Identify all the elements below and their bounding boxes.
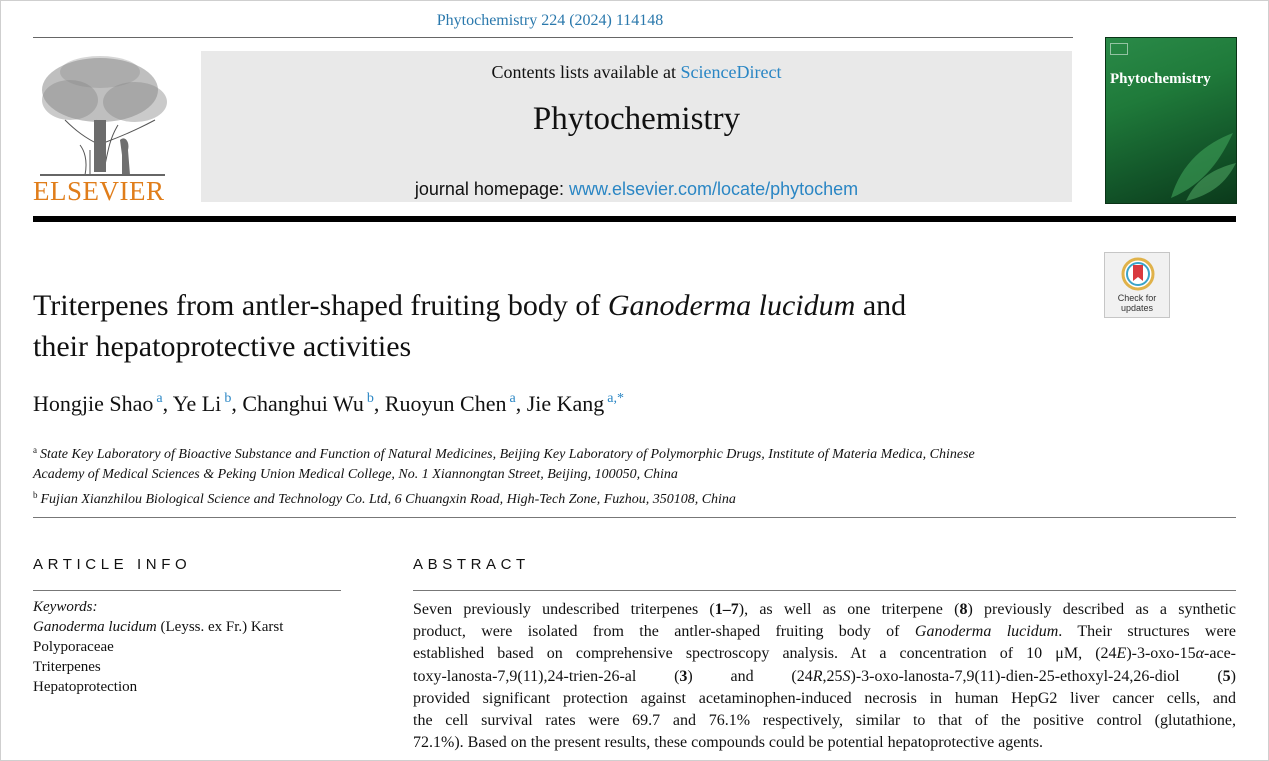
check-for-updates-label [1105, 293, 1169, 313]
header-rule [33, 37, 1073, 38]
abstract-body [413, 599, 1236, 754]
compound-ref[interactable]: 1–7 [714, 601, 739, 618]
article-info-rule [33, 590, 341, 591]
abstract-text: product, were isolated from the antler-shaped fruiting body of [413, 623, 915, 641]
abstract-text: toxy-lanosta-7,9(11),24-trien-26-al ( [413, 667, 680, 685]
affiliations [33, 440, 1093, 510]
abstract-line: the cell survival rates were 69.7 and 76.1% respectively, similar to that of the positive control (glutathione, [413, 712, 1236, 730]
title-line-2: their hepatoprotective activities [33, 330, 412, 363]
author[interactable] [527, 391, 624, 416]
cover-logo-mark [1110, 43, 1128, 55]
homepage-link[interactable]: www.elsevier.com/locate/phytochem [569, 179, 859, 199]
keyword-item: Triterpenes [33, 659, 101, 675]
author-name: Changhui Wu [242, 391, 364, 416]
keyword-species: Ganoderma lucidum [33, 619, 157, 635]
affiliation-label: a [33, 445, 37, 455]
abstract-line [413, 621, 1236, 643]
author-separator: , [373, 391, 385, 416]
keyword-authority: (Leyss. ex Fr.) Karst [156, 619, 284, 635]
abstract-text: -ace- [1204, 645, 1236, 663]
abstract-line [413, 666, 1236, 688]
crossmark-icon [1121, 257, 1155, 291]
author-separator: , [162, 391, 173, 416]
homepage-prefix: journal homepage: [414, 179, 564, 199]
author-name: Ruoyun Chen [384, 391, 507, 416]
author-name: Jie Kang [526, 391, 605, 416]
abstract-text: ) [1230, 667, 1236, 685]
author-affil-mark[interactable]: b [366, 391, 374, 406]
check-label-line1: Check for [1117, 293, 1157, 303]
section-rule [33, 517, 1236, 518]
stereo-descriptor: S [842, 667, 851, 685]
author[interactable] [33, 391, 163, 416]
affiliation-a [33, 440, 1093, 465]
author-separator: , [231, 391, 243, 416]
abstract-rule [413, 590, 1236, 591]
author-name: Hongjie Shao [33, 391, 154, 416]
author-affil-mark[interactable]: a [509, 391, 516, 406]
affiliation-text: State Key Laboratory of Bioactive Substance and Function of Natural Medicines, Beijing Key Laboratory of Polymorphic Drugs, Institute of Materia Medica, Chinese [40, 447, 975, 462]
check-label-line2: updates [1120, 303, 1154, 313]
header-thick-rule [33, 216, 1236, 222]
check-for-updates-badge[interactable] [1104, 252, 1170, 318]
abstract-text: )-3-oxo-15 [1126, 645, 1196, 663]
keywords-label: Keywords: [33, 599, 98, 615]
affiliation-text-cont: Academy of Medical Sciences & Peking Union Medical College, No. 1 Xiannongtan Street, Beijing, 100050, China [33, 467, 678, 482]
sciencedirect-link[interactable]: ScienceDirect [680, 62, 782, 82]
journal-name: Phytochemistry [532, 101, 741, 137]
keywords-block [33, 597, 283, 697]
stereo-descriptor: E [1116, 645, 1127, 663]
keyword-item: Polyporaceae [33, 639, 114, 655]
contents-line [201, 62, 1072, 83]
author-affil-mark[interactable]: a,* [607, 391, 625, 406]
journal-banner [201, 51, 1072, 202]
compound-ref[interactable]: 5 [1222, 667, 1231, 685]
homepage-line [201, 179, 1072, 200]
journal-citation[interactable]: Phytochemistry 224 (2024) 114148 [436, 12, 664, 29]
cover-leaf-icon [1161, 113, 1236, 203]
keyword-item: Hepatoprotection [33, 679, 138, 695]
abstract-text: Seven previously undescribed triterpenes ( [413, 601, 715, 618]
author-affil-mark[interactable]: a [156, 391, 163, 406]
stereo-descriptor: α [1195, 645, 1205, 663]
abstract-species: Ganoderma lucidum [914, 623, 1059, 641]
keyword-item [33, 617, 283, 637]
abstract-text: ), as well as one triterpene ( [738, 601, 960, 618]
abstract-line [413, 643, 1236, 665]
abstract-text: ) and (24 [687, 667, 813, 685]
abstract-line: 72.1%). Based on the present results, these compounds could be potential hepatoprotective agents. [413, 734, 1044, 752]
abstract-heading: ABSTRACT [413, 556, 530, 573]
cover-title: Phytochemistry [1110, 71, 1211, 87]
contents-prefix: Contents lists available at [491, 62, 676, 82]
stereo-descriptor: R [812, 667, 823, 685]
article-info-heading: ARTICLE INFO [33, 556, 192, 573]
author-list [33, 391, 624, 417]
abstract-text: . Their structures were [1058, 623, 1237, 641]
title-part-2: and [862, 289, 907, 322]
abstract-text: established based on comprehensive spectroscopy analysis. At a concentration of 10 μM, (24 [413, 645, 1117, 663]
author[interactable] [173, 391, 232, 416]
elsevier-wordmark: ELSEVIER [33, 176, 165, 206]
compound-ref[interactable]: 8 [959, 601, 968, 618]
compound-ref[interactable]: 3 [679, 667, 688, 685]
affiliation-label: b [33, 490, 38, 500]
author-name: Ye Li [172, 391, 222, 416]
author-affil-mark[interactable]: b [224, 391, 232, 406]
title-species: Ganoderma lucidum [607, 289, 856, 322]
abstract-text: ,25 [822, 667, 843, 685]
journal-cover[interactable] [1105, 37, 1237, 204]
author[interactable] [242, 391, 374, 416]
article-title [33, 285, 1093, 367]
abstract-text: )-3-oxo-lanosta-7,9(11)-dien-25-ethoxyl-24,26-diol ( [850, 667, 1223, 685]
abstract-text: ) previously described as a synthetic [967, 601, 1237, 618]
author[interactable] [385, 391, 516, 416]
author-separator: , [515, 391, 527, 416]
abstract-line: provided significant protection against acetaminophen-induced necrosis in human HepG2 liver cancer cells, and [413, 689, 1236, 707]
title-part-1: Triterpenes from antler-shaped fruiting body of [33, 289, 601, 322]
affiliation-b [33, 485, 1093, 510]
abstract-line [413, 599, 1236, 621]
affiliation-text: Fujian Xianzhilou Biological Science and Technology Co. Ltd, 6 Chuangxin Road, High-Tech Zone, Fuzhou, 350108, China [40, 492, 736, 507]
